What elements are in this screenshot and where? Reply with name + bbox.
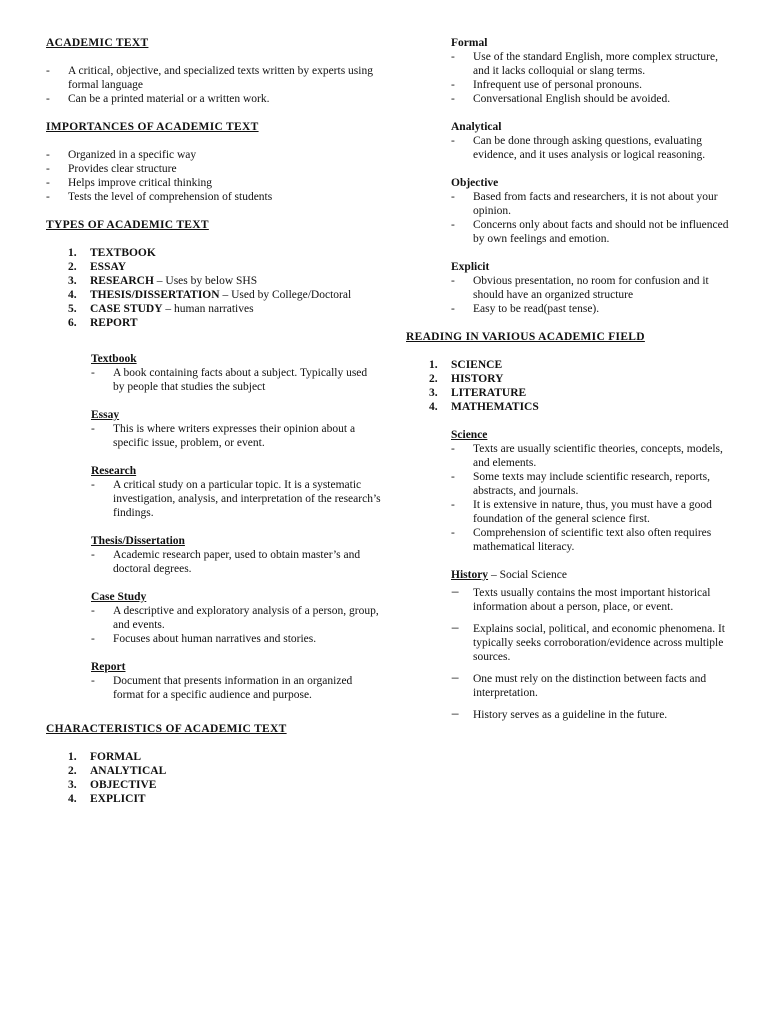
list-item: − One must rely on the distinction between facts and interpretation.: [451, 672, 736, 700]
list-item: - Based from facts and researchers, it is not about your opinion.: [451, 190, 736, 218]
research-subheading: Research: [91, 465, 137, 477]
importances-heading: IMPORTANCES OF ACADEMIC TEXT: [46, 121, 259, 133]
formal-subheading: Formal: [451, 37, 488, 49]
list-item: - Can be a printed material or a written work.: [46, 92, 381, 106]
list-item: 1. SCIENCE: [429, 359, 503, 371]
list-item: 1. TEXTBOOK: [68, 247, 156, 259]
list-item: 4. EXPLICIT: [68, 793, 146, 805]
list-item: − Texts usually contains the most important historical information about a person, place, or event.: [451, 586, 736, 614]
list-item: - Easy to be read(past tense).: [451, 302, 736, 316]
type-details: [46, 352, 381, 702]
characteristics-list: [46, 750, 381, 806]
characteristics-heading: CHARACTERISTICS OF ACADEMIC TEXT: [46, 723, 287, 735]
list-item: - Can be done through asking questions, evaluating evidence, and it uses analysis or logical reasoning.: [451, 134, 736, 162]
science-list: [451, 442, 736, 554]
list-item: 3. RESEARCH – Uses by below SHS: [68, 275, 258, 287]
list-item: − History serves as a guideline in the future.: [451, 708, 736, 722]
list-item: - Some texts may include scientific research, reports, abstracts, and journals.: [451, 470, 736, 498]
list-item: - Document that presents information in an organized format for a specific audience and purpose.: [91, 674, 381, 702]
list-item: - Tests the level of comprehension of students: [46, 190, 381, 204]
history-list: [451, 586, 736, 722]
list-item: 3. OBJECTIVE: [68, 779, 157, 791]
list-item: - Organized in a specific way: [46, 148, 381, 162]
list-item: - A book containing facts about a subject. Typically used by people that studies the subject: [91, 366, 381, 394]
essay-list: [91, 422, 381, 450]
list-item: - Academic research paper, used to obtain master’s and doctoral degrees.: [91, 548, 381, 576]
list-item: 5. CASE STUDY – human narratives: [68, 303, 254, 315]
list-item: − Explains social, political, and economic phenomena. It typically seeks corroboration/evidence across multiple sources.: [451, 622, 736, 664]
objective-list: [451, 190, 736, 246]
list-item: - Helps improve critical thinking: [46, 176, 381, 190]
list-item: - Focuses about human narratives and stories.: [91, 632, 381, 646]
academic-text-list: [46, 64, 381, 106]
list-item: 3. LITERATURE: [429, 387, 527, 399]
reading-heading: READING IN VARIOUS ACADEMIC FIELD: [406, 331, 645, 343]
case-study-subheading: Case Study: [91, 591, 147, 603]
list-item: - A critical study on a particular topic. It is a systematic investigation, analysis, and interpretation of the research’s findings.: [91, 478, 381, 520]
left-column: [46, 36, 381, 806]
importances-list: [46, 148, 381, 204]
explicit-subheading: Explicit: [451, 261, 490, 273]
list-item: - Conversational English should be avoided.: [451, 92, 736, 106]
list-item: - A critical, objective, and specialized texts written by experts using formal language: [46, 64, 381, 92]
list-item: 4. THESIS/DISSERTATION – Used by College/Doctoral: [68, 289, 352, 301]
academic-text-heading: ACADEMIC TEXT: [46, 37, 149, 49]
history-subheading-line: [451, 568, 736, 582]
list-item: - Comprehension of scientific text also often requires mathematical literacy.: [451, 526, 736, 554]
list-item: - Concerns only about facts and should not be influenced by own feelings and emotion.: [451, 218, 736, 246]
science-subheading: Science: [451, 429, 488, 441]
list-item: 2. ANALYTICAL: [68, 765, 167, 777]
essay-subheading: Essay: [91, 409, 120, 421]
analytical-list: [451, 134, 736, 162]
explicit-list: [451, 274, 736, 316]
objective-subheading: Objective: [451, 177, 499, 189]
history-suffix: – Social Science: [488, 569, 567, 581]
report-subheading: Report: [91, 661, 126, 673]
list-item: - Texts are usually scientific theories, concepts, models, and elements.: [451, 442, 736, 470]
list-item: - Obvious presentation, no room for confusion and it should have an organized structure: [451, 274, 736, 302]
thesis-subheading: Thesis/Dissertation: [91, 535, 185, 547]
list-item: - A descriptive and exploratory analysis of a person, group, and events.: [91, 604, 381, 632]
textbook-list: [91, 366, 381, 394]
list-item: 6. REPORT: [68, 317, 138, 329]
report-list: [91, 674, 381, 702]
types-heading: TYPES OF ACADEMIC TEXT: [46, 219, 209, 231]
list-item: - Infrequent use of personal pronouns.: [451, 78, 736, 92]
formal-list: [451, 50, 736, 106]
case-study-list: [91, 604, 381, 646]
list-item: 2. ESSAY: [68, 261, 127, 273]
textbook-subheading: Textbook: [91, 353, 137, 365]
reading-list: [406, 358, 736, 414]
list-item: - This is where writers expresses their opinion about a specific issue, problem, or event.: [91, 422, 381, 450]
right-column: [406, 36, 736, 730]
characteristic-details: [406, 36, 736, 316]
thesis-list: [91, 548, 381, 576]
list-item: - It is extensive in nature, thus, you must have a good foundation of the general science first.: [451, 498, 736, 526]
history-subheading: History: [451, 569, 489, 581]
list-item: - Provides clear structure: [46, 162, 381, 176]
research-list: [91, 478, 381, 520]
list-item: 1. FORMAL: [68, 751, 142, 763]
types-list: [46, 246, 381, 330]
list-item: 4. MATHEMATICS: [429, 401, 539, 413]
field-details: [406, 428, 736, 722]
analytical-subheading: Analytical: [451, 121, 502, 133]
list-item: - Use of the standard English, more complex structure, and it lacks colloquial or slang terms.: [451, 50, 736, 78]
list-item: 2. HISTORY: [429, 373, 504, 385]
